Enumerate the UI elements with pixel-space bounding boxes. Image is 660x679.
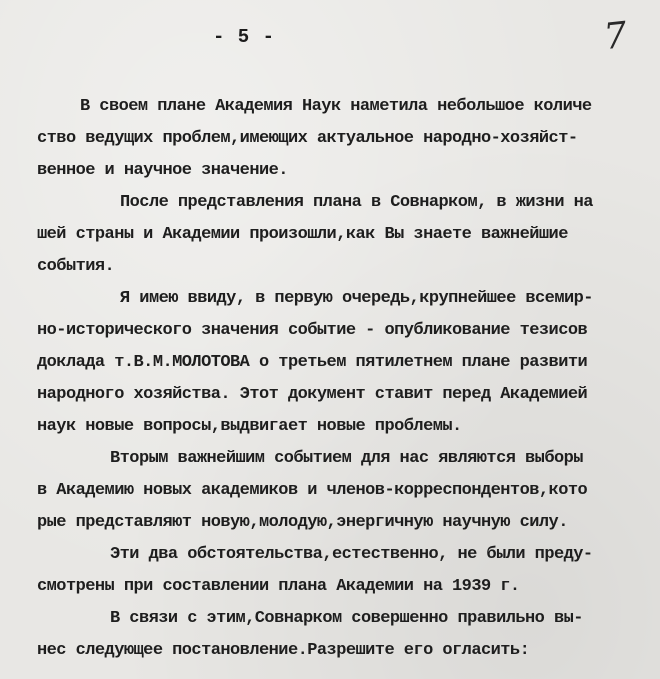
text-line: В своем плане Академия Наук наметила небольшое количе xyxy=(80,97,592,116)
text-line: После представления плана в Совнарком, в жизни на xyxy=(120,193,593,212)
handwritten-page-mark: 7 xyxy=(601,14,629,59)
text-line: ство ведущих проблем,имеющих актуальное народно-хозяйст- xyxy=(37,129,578,148)
text-line: народного хозяйства. Этот документ ставит перед Академией xyxy=(37,385,588,404)
text-line: рые представляют новую,молодую,энергичную научную силу. xyxy=(37,513,568,532)
text-line: смотрены при составлении плана Академии на 1939 г. xyxy=(37,577,520,596)
text-line: но-исторического значения событие - опубликование тезисов xyxy=(37,321,588,340)
text-line: события. xyxy=(37,257,115,276)
page-number: - 5 - xyxy=(213,26,276,48)
text-line: Я имею ввиду, в первую очередь,крупнейшее всемир- xyxy=(120,289,593,308)
text-line: Эти два обстоятельства,естественно, не были преду- xyxy=(110,545,593,564)
text-line: в Академию новых академиков и членов-корреспондентов,кото xyxy=(37,481,588,500)
text-line: Вторым важнейшим событием для нас являются выборы xyxy=(110,449,583,468)
text-line: наук новые вопросы,выдвигает новые проблемы. xyxy=(37,417,462,436)
text-line: венное и научное значение. xyxy=(37,161,288,180)
text-line: В связи с этим,Совнарком совершенно правильно вы- xyxy=(110,609,583,628)
text-line: шей страны и Академии произошли,как Вы знаете важнейшие xyxy=(37,225,568,244)
text-line: доклада т.В.М.МОЛОТОВА о третьем пятилетнем плане развити xyxy=(37,353,588,372)
text-line: нес следующее постановление.Разрешите его огласить: xyxy=(37,641,530,660)
